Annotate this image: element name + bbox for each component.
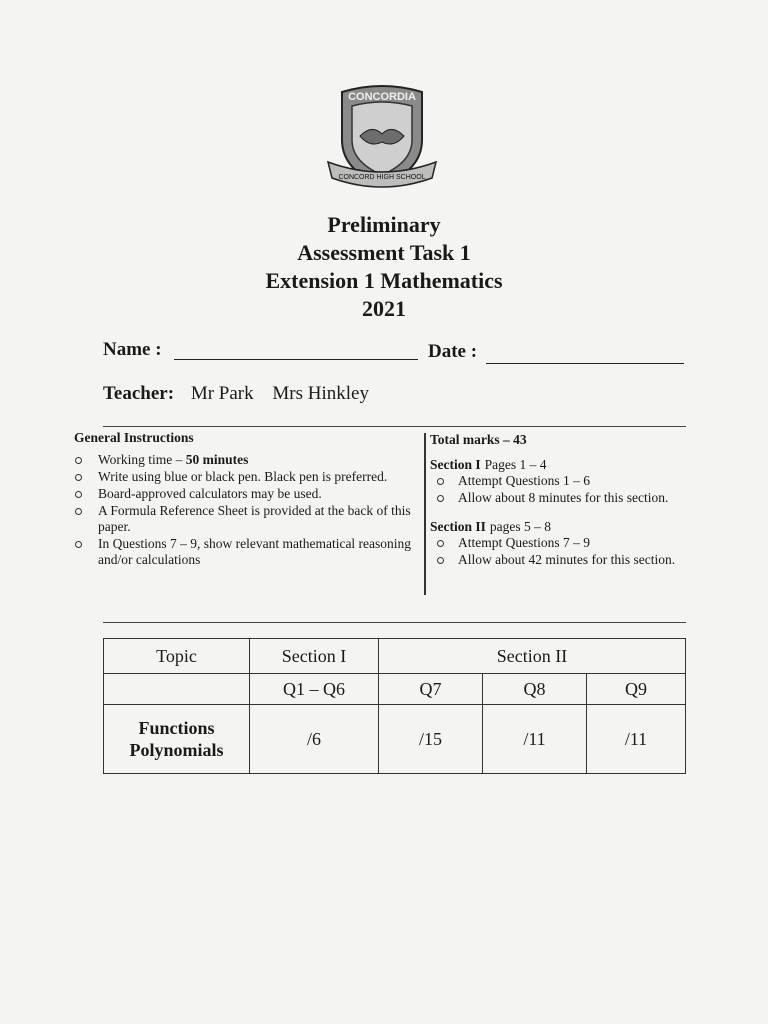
topic-cell: Functions Polynomials bbox=[104, 705, 250, 774]
general-instructions bbox=[74, 430, 414, 569]
table-header-row bbox=[104, 639, 686, 674]
section2-header: Section II bbox=[379, 639, 686, 674]
total-marks: Total marks – 43 bbox=[430, 432, 527, 447]
column-divider bbox=[424, 433, 426, 595]
school-crest-logo bbox=[322, 78, 442, 196]
marks-cell[interactable]: /15 bbox=[379, 705, 483, 774]
question-header: Q1 – Q6 bbox=[250, 674, 379, 705]
section1-heading: Section I Pages 1 – 4 bbox=[430, 457, 547, 472]
general-instructions-heading: General Instructions bbox=[74, 430, 194, 445]
name-field[interactable] bbox=[174, 359, 418, 360]
table-question-row bbox=[104, 674, 686, 705]
svg-text:CONCORDIA: CONCORDIA bbox=[348, 91, 416, 103]
section2-item: Attempt Questions 7 – 9 bbox=[430, 535, 720, 551]
title-line-year: 2021 bbox=[362, 296, 406, 321]
section1-header: Section I bbox=[250, 639, 379, 674]
name-label: Name : bbox=[103, 339, 162, 360]
date-field[interactable] bbox=[486, 363, 684, 364]
section2-heading: Section II pages 5 – 8 bbox=[430, 519, 552, 534]
section1-item: Allow about 8 minutes for this section. bbox=[430, 490, 720, 506]
date-label: Date : bbox=[428, 341, 478, 362]
title-line-preliminary: Preliminary bbox=[327, 212, 441, 237]
divider-top bbox=[103, 426, 686, 427]
teacher-row bbox=[103, 383, 383, 405]
section2-item: Allow about 42 minutes for this section. bbox=[430, 552, 720, 568]
empty-cell bbox=[104, 674, 250, 705]
marks-cell[interactable]: /6 bbox=[250, 705, 379, 774]
teacher-name-park: Mr Park bbox=[190, 383, 254, 404]
marks-summary bbox=[430, 432, 720, 569]
marks-cell[interactable]: /11 bbox=[587, 705, 686, 774]
instruction-item: Write using blue or black pen. Black pen is preferred. bbox=[74, 469, 414, 485]
title-line-subject: Extension 1 Mathematics bbox=[265, 268, 503, 293]
marks-cell[interactable]: /11 bbox=[483, 705, 587, 774]
teacher-name-hinkley: Mrs Hinkley bbox=[272, 383, 369, 404]
instruction-item: A Formula Reference Sheet is provided at the back of this paper. bbox=[74, 503, 414, 535]
topic-header: Topic bbox=[104, 639, 250, 674]
divider-bottom bbox=[103, 622, 686, 623]
section1-item: Attempt Questions 1 – 6 bbox=[430, 473, 720, 489]
question-header: Q7 bbox=[379, 674, 483, 705]
title-line-assessment: Assessment Task 1 bbox=[297, 240, 471, 265]
instruction-item: In Questions 7 – 9, show relevant mathematical reasoning and/or calculations bbox=[74, 536, 414, 568]
question-header: Q8 bbox=[483, 674, 587, 705]
instruction-item: Working time – 50 minutes bbox=[74, 452, 414, 468]
question-header: Q9 bbox=[587, 674, 686, 705]
marks-table bbox=[103, 638, 686, 774]
instruction-item: Board-approved calculators may be used. bbox=[74, 486, 414, 502]
table-row bbox=[104, 705, 686, 774]
teacher-label: Teacher: bbox=[103, 383, 175, 404]
svg-text:CONCORD HIGH SCHOOL: CONCORD HIGH SCHOOL bbox=[338, 174, 426, 181]
